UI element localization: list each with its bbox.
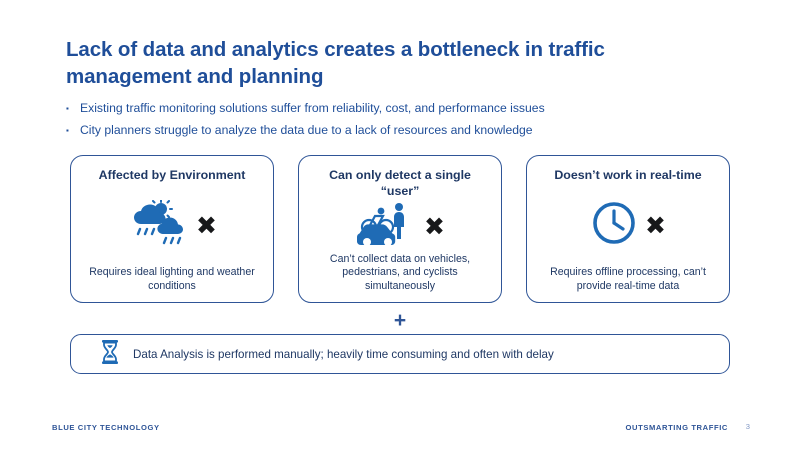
- card-affected-by-environment: [70, 155, 274, 303]
- cross-icon: ✖: [645, 210, 666, 240]
- clock-icon: [590, 199, 638, 252]
- bullet-text: Existing traffic monitoring solutions suffer from reliability, cost, and performance issues: [80, 101, 545, 115]
- bullet-text: City planners struggle to analyze the data due to a lack of resources and knowledge: [80, 123, 533, 137]
- weather-cloud-sun-rain-icon: [127, 200, 189, 251]
- cross-icon: ✖: [424, 211, 445, 241]
- list-item: [66, 100, 706, 117]
- hourglass-icon: [99, 339, 121, 370]
- callout-text: Data Analysis is performed manually; heavily time consuming and often with delay: [133, 347, 554, 361]
- data-analysis-callout: [70, 334, 730, 374]
- card-not-real-time: [526, 155, 730, 303]
- card-description: Requires offline processing, can’t provide real-time data: [550, 266, 706, 293]
- card-description: Requires ideal lighting and weather conditions: [89, 266, 255, 293]
- bullet-mark-icon: ▪: [66, 104, 69, 113]
- card-icon-group: [311, 200, 489, 253]
- bullet-mark-icon: ▪: [66, 126, 69, 135]
- page-title: Lack of data and analytics creates a bottleneck in traffic management and planning: [66, 38, 605, 89]
- card-title: Affected by Environment: [98, 168, 246, 182]
- plus-symbol: +: [393, 309, 407, 332]
- card-icon-group: [539, 184, 717, 267]
- card-title: Doesn’t work in real-time: [554, 168, 702, 182]
- card-description: Can’t collect data on vehicles, pedestrians, and cyclists simultaneously: [329, 252, 471, 293]
- tagline-label: OUTSMARTING TRAFFIC: [625, 423, 728, 432]
- bullet-list: [66, 100, 706, 144]
- card-row: [70, 155, 730, 303]
- car-bicycle-pedestrian-icon: [355, 201, 417, 252]
- card-title: Can only detect a single “user”: [329, 168, 471, 198]
- card-icon-group: [83, 184, 261, 267]
- card-single-user-detection: [298, 155, 502, 303]
- brand-label: BLUE CITY TECHNOLOGY: [52, 423, 160, 432]
- page-number: 3: [745, 422, 750, 431]
- cross-icon: ✖: [196, 210, 217, 240]
- list-item: [66, 122, 706, 139]
